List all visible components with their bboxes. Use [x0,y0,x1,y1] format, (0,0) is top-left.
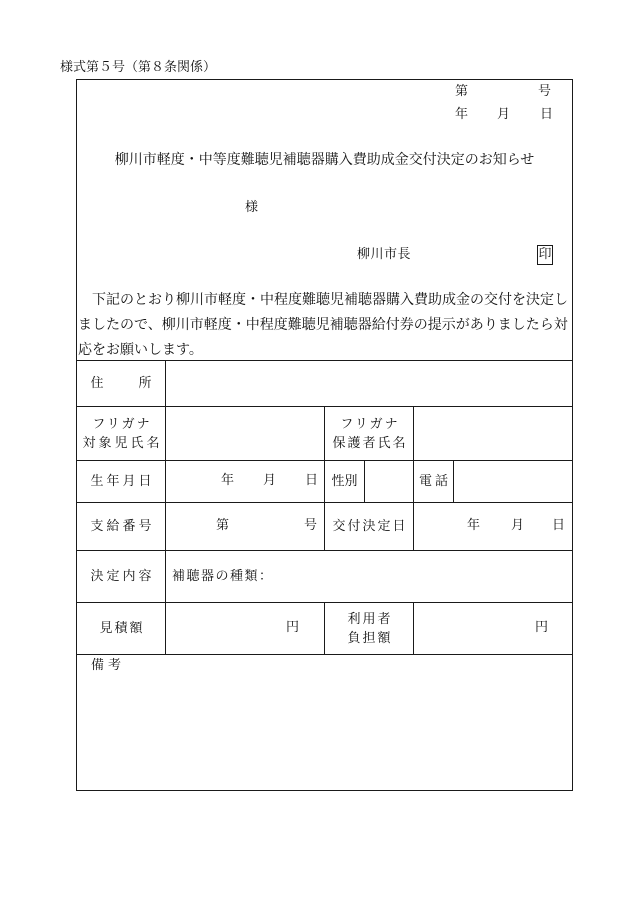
payment-number-label-cell [76,502,166,551]
decision-date-day: 日 [552,518,566,533]
child-name-value-cell [165,406,325,461]
user-burden-label-line-1: 利用者 [347,611,393,627]
birthdate-month: 月 [263,473,277,488]
user-burden-label-cell [324,602,414,655]
decision-content-label: 決定内容 [90,569,155,584]
address-label-cell [76,360,166,407]
estimate-label: 見積額 [99,621,145,636]
address-value-cell [165,360,573,407]
birthdate-year: 年 [221,473,235,488]
decision-date-month: 月 [511,518,525,533]
guardian-furigana-label: フリガナ [340,416,400,432]
addressee-honorific: 様 [245,200,259,215]
notice-number-suffix: 号 [538,84,552,99]
phone-label-cell [413,460,454,503]
gender-label-cell [324,460,365,503]
decision-date-label: 交付決定日 [332,519,408,534]
estimate-label-cell [76,602,166,655]
notice-number-prefix: 第 [455,84,469,99]
phone-label: 電話 [418,474,451,489]
notice-date-month: 月 [497,107,511,122]
payment-number-label: 支給番号 [90,519,155,534]
notice-title: 柳川市軽度・中等度難聴児補聴器購入費助成金交付決定のお知らせ [114,152,535,168]
gender-label: 性別 [331,474,358,489]
birthdate-day: 日 [305,473,319,488]
user-burden-unit: 円 [535,620,549,635]
notice-date-year: 年 [455,107,469,122]
body-line-3: 応をお願いします。 [78,342,203,358]
decision-date-year: 年 [467,518,481,533]
child-name-label: 対象児氏名 [82,435,163,451]
birthdate-label-cell [76,460,166,503]
notice-date-day: 日 [540,107,554,122]
user-burden-value-cell [413,602,573,655]
decision-date-value-cell [413,502,573,551]
payment-number-suffix: 号 [304,518,318,533]
child-name-label-cell [76,406,166,461]
payment-number-value-cell [165,502,325,551]
decision-content-label-cell [76,550,166,603]
hearing-aid-type-label: 補聴器の種類： [172,569,274,584]
phone-value-cell [453,460,573,503]
decision-date-label-cell [324,502,414,551]
guardian-name-label: 保護者氏名 [332,435,408,451]
body-line-1: 下記のとおり柳川市軽度・中程度難聴児補聴器購入費助成金の交付を決定し [92,292,568,308]
remarks-label: 備考 [91,658,126,673]
body-line-2: ましたので、柳川市軽度・中程度難聴児補聴器給付券の提示がありましたら対 [78,317,568,333]
child-furigana-label: フリガナ [92,416,152,432]
remarks-cell [76,654,573,791]
seal-mark [537,245,553,265]
address-label: 住 所 [90,376,155,391]
estimate-unit: 円 [286,620,300,635]
issuer-name: 柳川市長 [357,247,412,262]
form-number: 様式第５号（第８条関係） [60,60,217,75]
estimate-value-cell [165,602,325,655]
gender-value-cell [364,460,414,503]
guardian-name-label-cell [324,406,414,461]
birthdate-value-cell [165,460,325,503]
user-burden-label-line-2: 負担額 [347,630,393,646]
seal-label: 印 [538,247,552,262]
decision-content-value-cell [165,550,573,603]
guardian-name-value-cell [413,406,573,461]
payment-number-prefix: 第 [216,518,230,533]
birthdate-label: 生年月日 [90,474,155,489]
